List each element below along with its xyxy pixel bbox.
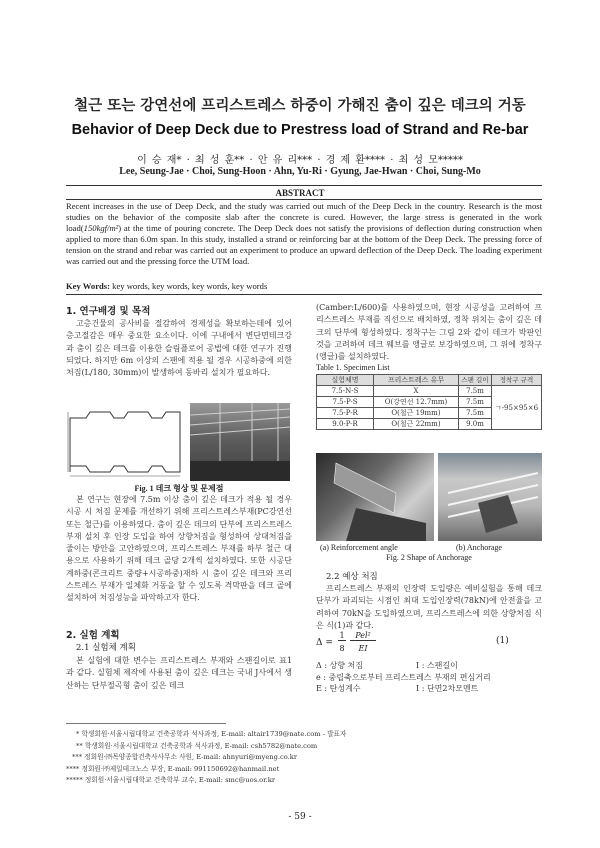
page-number: - 59 - xyxy=(288,812,312,822)
table-cell: 7.5m xyxy=(459,386,492,397)
table-cell: O(강연선 12.7mm) xyxy=(374,397,459,408)
right-column-paragraph-1: (Camber:L/600)를 사용하였으며, 현장 시공성을 고려하여 프리스트레스 부재를 직선으로 배치하였, 정착 위치는 춤이 깊은 데크의 단부에 형성하였다. 정착구는 그림 2와 같이 데크가 박판인 것을 고려하여 데크 웨브를 앵글로 보강하였으며, 그 위에 정착구(앵글)를 설치하였다. xyxy=(316,303,542,362)
abstract-heading: ABSTRACT xyxy=(275,188,325,198)
section-1-title: 1. 연구배경 및 목적 xyxy=(66,306,151,317)
abstract-formula: 150kgf/m² xyxy=(83,222,119,233)
footnote: ***** 정회원·서울시립대학교 건축학부 교수, E-mail: smc@uos.or.kr xyxy=(66,776,276,784)
symbol-definition: Δ : 상향 처짐 xyxy=(316,661,364,670)
anchorage-photo-detail xyxy=(438,453,542,541)
table-cell: 9.0m xyxy=(459,419,492,430)
figure-2-caption: Fig. 2 Shape of Anchorage xyxy=(386,553,472,562)
site-photo-structure xyxy=(190,403,290,481)
section-1-paragraph-2: 본 연구는 현장에 7.5m 이상 춤이 깊은 데크가 적용 될 경우 시공 시 처짐 문제를 개선하기 위해 프리스트레스부재(PC강연선 또는 철근)를 이용하였다. 춤이 깊은 데크의 단부에 프리스트레스 부재 설치 후 인장 도입을 하여 상향처짐을 형성하여 상대처짐을 줄이는 방안을 고안하였으며, 프리스트레스 부재를 하부 철근 대용으로 사용하기 위해 데크 골당 2개씩 설치하였다. 또한 시공단계하중(콘크리트 중량+시공하중)재하 시 춤이 깊은 데크와 프리스트레스 부재가 일체화 거동을 할 수 있도록 격막판을 데크 골에 설치하여 처짐성능을 파악하고자 한다. xyxy=(66,495,292,603)
section-1-paragraph-1: 고층건물의 공사비를 절감하여 경제성을 확보하는데에 있어 층고절감은 매우 중요한 요소이다. 이에 구내에서 변단면테크강과 춤이 깊은 데크를 이용한 슬림플로어 공법에 대한 연구가 진행되었다. 하지만 6m 이상의 스팬에 적용 될 경우 시공하중에 의한 처짐(L/180, 30mm)이 발생하여 동바리 설치가 필요하다. xyxy=(66,319,292,378)
table-header-cell: 스팬 길이 xyxy=(459,375,492,386)
keywords-text: key words, key words, key words, key words xyxy=(112,281,268,291)
figure-1-caption: Fig. 1 데크 형상 및 문제점 xyxy=(134,484,224,493)
angle-photo-detail xyxy=(316,453,434,541)
table-header-cell: 프리스트레스 유무 xyxy=(374,375,459,386)
table-cell-anchor-spec: ㄱ-95×95×6 xyxy=(492,386,542,430)
specimen-table xyxy=(316,374,542,430)
formula-denominator: EI xyxy=(358,644,368,653)
footnote: *** 정회원·㈜목양종합건축사사무소 사원, E-mail: ahnyuri@myeng.co.kr xyxy=(72,753,298,761)
section-2-title: 2. 실험 계획 xyxy=(66,630,120,641)
section-2-1-title: 2.1 실험체 계획 xyxy=(76,643,136,653)
formula-lhs: Δ = xyxy=(316,638,333,648)
abstract-divider xyxy=(66,199,542,200)
symbol-row xyxy=(316,683,542,695)
symbol-definition: I : 단면2차모멘트 xyxy=(416,684,479,693)
abstract-text-1: Recent increases in the use of Deep Deck, and the study was carried out much of the Deep Deck in the country. Research is the most studies on the behavior of the composite slab after the concrete is cured. However, the large stress is generated in the work load( xyxy=(66,201,542,233)
figure-1-site-photo xyxy=(190,403,290,481)
table-cell: X xyxy=(374,386,459,397)
footnote: * 학생회원·서울시립대학교 건축공학과 석사과정, E-mail: altair1739@nate.com - 발표자 xyxy=(76,730,347,738)
figure-2a-label: (a) Reinforcement angle xyxy=(320,543,398,552)
formula-number: (1) xyxy=(496,636,509,646)
figure-2b-anchorage-photo xyxy=(438,453,542,541)
keywords-label: Key Words: xyxy=(66,281,111,291)
footnote: **** 정회원·㈜제일테크노스 부장, E-mail: 991150692@hanmail.net xyxy=(66,764,280,773)
section-2-2-title: 2.2 예상 처짐 xyxy=(326,572,378,582)
formula-numerator: Pel² xyxy=(350,631,376,641)
formula-coefficient-denominator: 8 xyxy=(339,644,345,653)
table-cell: 7.5m xyxy=(459,408,492,419)
formula-symbol-list xyxy=(316,660,542,695)
table-header-row xyxy=(317,375,542,386)
symbol-definition: e : 중립축으로부터 프리스트레스 부재의 편심거리 xyxy=(316,672,491,682)
footnotes xyxy=(66,729,542,787)
abstract-top-rule xyxy=(66,185,542,186)
figure-2a-reinforcement-angle-photo xyxy=(316,453,434,541)
table-cell: 7.5-P-S xyxy=(317,397,374,408)
section-2-2-paragraph: 프리스트레스 부재의 인장력 도입량은 예비실험을 통해 데크 단부가 파괴되는 시점인 최대 도입인장력(78kN)에 안전율을 고려하여 70kN을 도입하였으며, 프리스트레스에 의한 상향처짐 식은 식(1)과 같다. xyxy=(316,584,542,630)
table-header-cell: 정착구 규격 xyxy=(492,375,542,386)
table-row xyxy=(317,386,542,397)
section-2-1-paragraph: 본 실험에 대한 변수는 프리스트레스 부재와 스팬길이로 표1과 같다. 실험체 제작에 사용된 춤이 깊은 데크는 국내 J사에서 생산하는 단부절곡형 춤이 깊은 데크 xyxy=(66,656,292,690)
keywords xyxy=(66,281,542,291)
formula-coefficient-numerator: 1 xyxy=(339,631,345,640)
figure-2b-label: (b) Anchorage xyxy=(456,543,502,552)
figure-1-deck-profile xyxy=(66,402,184,480)
footnote: ** 학생회원·서울시립대학교 건축공학과 석사과정, E-mail: csh5782@nate.com xyxy=(76,741,318,750)
table-cell: O(철근 22mm) xyxy=(374,419,459,430)
paper-title-english: Behavior of Deep Deck due to Prestress load of Strand and Re-bar xyxy=(71,122,529,138)
symbol-definition: I : 스팬길이 xyxy=(416,661,458,670)
abstract-body xyxy=(66,201,542,266)
authors-korean: 이 승 재* · 최 성 훈** · 안 유 리*** · 경 제 환**** · 최 성 모***** xyxy=(137,155,463,166)
abstract-text-2: ) at the time of pouring concrete. The Deep Deck does not satisfy the provisions of deflection during construction when applied to more than 6.0m span. In this study, installed a strand or reinforcing bar at the bottom of the Deep Deck. The pressing force of tension on the strand and rebar was carried out an experiment to produce an upward deflection of the Deep Deck. The loading experiment was carried out and the pressing force the UTM load. xyxy=(66,222,542,266)
deck-profile-drawing xyxy=(66,402,184,480)
symbol-row xyxy=(316,672,542,684)
abstract-bottom-rule xyxy=(66,294,542,295)
table-1-caption: Table 1. Specimen List xyxy=(316,363,390,372)
table-cell: 7.5m xyxy=(459,397,492,408)
table-cell: O(철근 19mm) xyxy=(374,408,459,419)
footnote-divider xyxy=(66,723,226,724)
paper-title-korean: 철근 또는 강연선에 프리스트레스 하중이 가해진 춤이 깊은 데크의 거동 xyxy=(74,98,526,114)
table-cell: 9.0-P-R xyxy=(317,419,374,430)
deflection-formula xyxy=(316,630,542,660)
table-cell: 7.5-P-R xyxy=(317,408,374,419)
table-cell: 7.5-N-S xyxy=(317,386,374,397)
authors-english: Lee, Seung-Jae · Choi, Sung-Hoon · Ahn, Yu-Ri · Gyung, Jae-Hwan · Choi, Sung-Mo xyxy=(119,166,481,177)
symbol-definition: E : 탄성계수 xyxy=(316,684,361,693)
table-header-cell: 실험체명 xyxy=(317,375,374,386)
symbol-row xyxy=(316,660,542,672)
